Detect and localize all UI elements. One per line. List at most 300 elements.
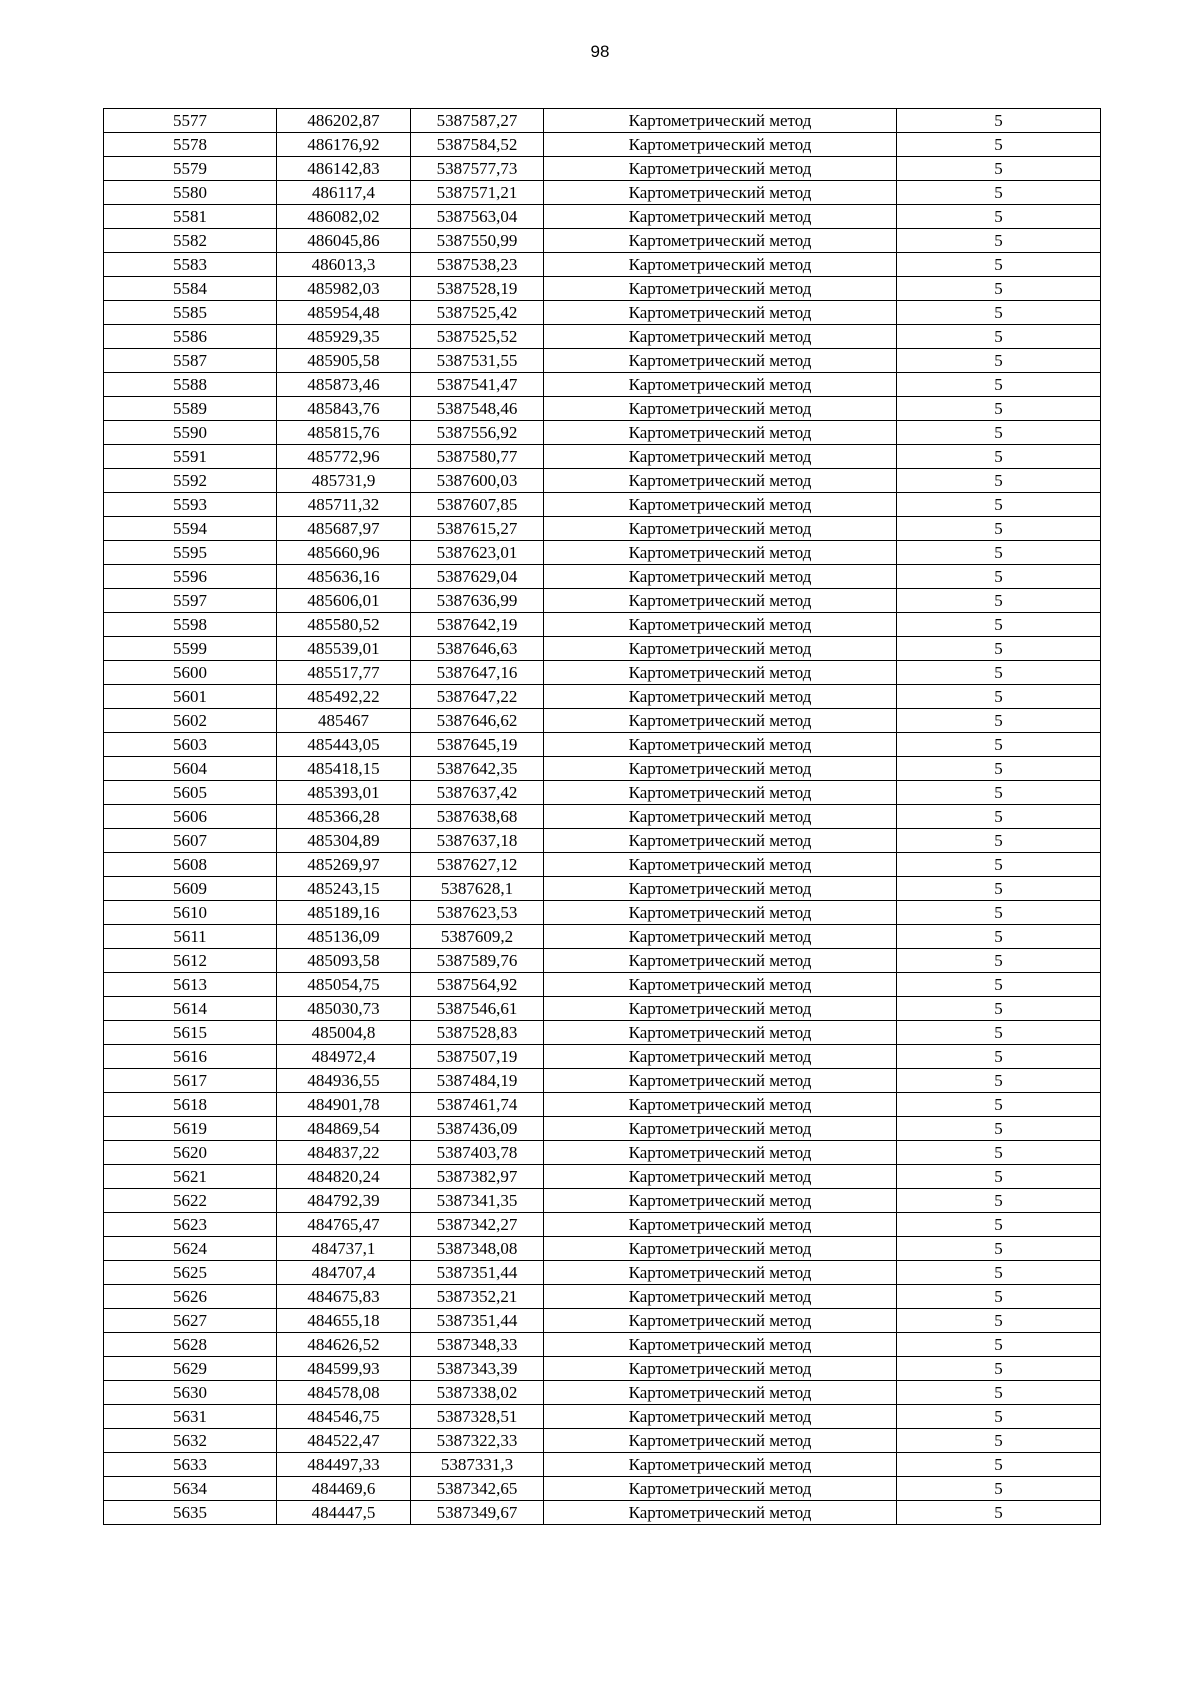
y-coordinate-cell: 5387645,19 <box>411 733 544 757</box>
table-row <box>104 229 1101 253</box>
accuracy-cell: 5 <box>897 1333 1101 1357</box>
point-number-cell: 5593 <box>104 493 277 517</box>
page-number: 98 <box>590 42 610 61</box>
y-coordinate-cell: 5387461,74 <box>411 1093 544 1117</box>
accuracy-cell: 5 <box>897 1309 1101 1333</box>
x-coordinate-cell: 484869,54 <box>277 1117 411 1141</box>
method-cell: Картометрический метод <box>544 541 897 565</box>
table-row <box>104 445 1101 469</box>
method-cell: Картометрический метод <box>544 733 897 757</box>
point-number-cell: 5612 <box>104 949 277 973</box>
point-number-cell: 5610 <box>104 901 277 925</box>
table-row <box>104 1069 1101 1093</box>
accuracy-cell: 5 <box>897 685 1101 709</box>
x-coordinate-cell: 485711,32 <box>277 493 411 517</box>
x-coordinate-cell: 485136,09 <box>277 925 411 949</box>
x-coordinate-cell: 485731,9 <box>277 469 411 493</box>
y-coordinate-cell: 5387627,12 <box>411 853 544 877</box>
y-coordinate-cell: 5387577,73 <box>411 157 544 181</box>
method-cell: Картометрический метод <box>544 853 897 877</box>
table-row <box>104 1333 1101 1357</box>
table-row <box>104 349 1101 373</box>
table-row <box>104 685 1101 709</box>
method-cell: Картометрический метод <box>544 973 897 997</box>
y-coordinate-cell: 5387507,19 <box>411 1045 544 1069</box>
point-number-cell: 5601 <box>104 685 277 709</box>
table-row <box>104 1165 1101 1189</box>
accuracy-cell: 5 <box>897 133 1101 157</box>
y-coordinate-cell: 5387646,62 <box>411 709 544 733</box>
table-row <box>104 781 1101 805</box>
accuracy-cell: 5 <box>897 1357 1101 1381</box>
point-number-cell: 5630 <box>104 1381 277 1405</box>
x-coordinate-cell: 485636,16 <box>277 565 411 589</box>
point-number-cell: 5586 <box>104 325 277 349</box>
accuracy-cell: 5 <box>897 805 1101 829</box>
method-cell: Картометрический метод <box>544 1141 897 1165</box>
x-coordinate-cell: 485189,16 <box>277 901 411 925</box>
accuracy-cell: 5 <box>897 733 1101 757</box>
method-cell: Картометрический метод <box>544 181 897 205</box>
x-coordinate-cell: 485539,01 <box>277 637 411 661</box>
method-cell: Картометрический метод <box>544 397 897 421</box>
method-cell: Картометрический метод <box>544 205 897 229</box>
method-cell: Картометрический метод <box>544 373 897 397</box>
point-number-cell: 5629 <box>104 1357 277 1381</box>
x-coordinate-cell: 484522,47 <box>277 1429 411 1453</box>
y-coordinate-cell: 5387343,39 <box>411 1357 544 1381</box>
y-coordinate-cell: 5387351,44 <box>411 1309 544 1333</box>
accuracy-cell: 5 <box>897 1501 1101 1525</box>
table-row <box>104 1405 1101 1429</box>
method-cell: Картометрический метод <box>544 1357 897 1381</box>
accuracy-cell: 5 <box>897 157 1101 181</box>
method-cell: Картометрический метод <box>544 1381 897 1405</box>
accuracy-cell: 5 <box>897 325 1101 349</box>
table-row <box>104 973 1101 997</box>
point-number-cell: 5627 <box>104 1309 277 1333</box>
point-number-cell: 5596 <box>104 565 277 589</box>
point-number-cell: 5591 <box>104 445 277 469</box>
x-coordinate-cell: 486142,83 <box>277 157 411 181</box>
table-row <box>104 181 1101 205</box>
accuracy-cell: 5 <box>897 277 1101 301</box>
x-coordinate-cell: 485467 <box>277 709 411 733</box>
accuracy-cell: 5 <box>897 1189 1101 1213</box>
y-coordinate-cell: 5387550,99 <box>411 229 544 253</box>
x-coordinate-cell: 485269,97 <box>277 853 411 877</box>
table-row <box>104 637 1101 661</box>
y-coordinate-cell: 5387556,92 <box>411 421 544 445</box>
point-number-cell: 5598 <box>104 613 277 637</box>
x-coordinate-cell: 486082,02 <box>277 205 411 229</box>
y-coordinate-cell: 5387609,2 <box>411 925 544 949</box>
method-cell: Картометрический метод <box>544 1477 897 1501</box>
method-cell: Картометрический метод <box>544 1021 897 1045</box>
method-cell: Картометрический метод <box>544 829 897 853</box>
x-coordinate-cell: 486045,86 <box>277 229 411 253</box>
method-cell: Картометрический метод <box>544 1333 897 1357</box>
x-coordinate-cell: 484447,5 <box>277 1501 411 1525</box>
table-row <box>104 901 1101 925</box>
point-number-cell: 5582 <box>104 229 277 253</box>
point-number-cell: 5611 <box>104 925 277 949</box>
accuracy-cell: 5 <box>897 517 1101 541</box>
x-coordinate-cell: 485243,15 <box>277 877 411 901</box>
y-coordinate-cell: 5387382,97 <box>411 1165 544 1189</box>
x-coordinate-cell: 484469,6 <box>277 1477 411 1501</box>
method-cell: Картометрический метод <box>544 565 897 589</box>
method-cell: Картометрический метод <box>544 253 897 277</box>
table-row <box>104 1213 1101 1237</box>
table-row <box>104 853 1101 877</box>
point-number-cell: 5606 <box>104 805 277 829</box>
accuracy-cell: 5 <box>897 949 1101 973</box>
x-coordinate-cell: 485815,76 <box>277 421 411 445</box>
accuracy-cell: 5 <box>897 397 1101 421</box>
accuracy-cell: 5 <box>897 469 1101 493</box>
table-row <box>104 1429 1101 1453</box>
y-coordinate-cell: 5387637,42 <box>411 781 544 805</box>
y-coordinate-cell: 5387348,08 <box>411 1237 544 1261</box>
y-coordinate-cell: 5387637,18 <box>411 829 544 853</box>
method-cell: Картометрический метод <box>544 421 897 445</box>
accuracy-cell: 5 <box>897 109 1101 133</box>
point-number-cell: 5588 <box>104 373 277 397</box>
y-coordinate-cell: 5387342,65 <box>411 1477 544 1501</box>
accuracy-cell: 5 <box>897 349 1101 373</box>
y-coordinate-cell: 5387642,19 <box>411 613 544 637</box>
point-number-cell: 5608 <box>104 853 277 877</box>
table-row <box>104 1501 1101 1525</box>
y-coordinate-cell: 5387563,04 <box>411 205 544 229</box>
x-coordinate-cell: 484936,55 <box>277 1069 411 1093</box>
point-number-cell: 5602 <box>104 709 277 733</box>
x-coordinate-cell: 485580,52 <box>277 613 411 637</box>
y-coordinate-cell: 5387636,99 <box>411 589 544 613</box>
x-coordinate-cell: 485873,46 <box>277 373 411 397</box>
method-cell: Картометрический метод <box>544 661 897 685</box>
point-number-cell: 5609 <box>104 877 277 901</box>
point-number-cell: 5618 <box>104 1093 277 1117</box>
table-row <box>104 1357 1101 1381</box>
method-cell: Картометрический метод <box>544 1501 897 1525</box>
method-cell: Картометрический метод <box>544 517 897 541</box>
x-coordinate-cell: 484497,33 <box>277 1453 411 1477</box>
point-number-cell: 5583 <box>104 253 277 277</box>
method-cell: Картометрический метод <box>544 445 897 469</box>
y-coordinate-cell: 5387638,68 <box>411 805 544 829</box>
method-cell: Картометрический метод <box>544 301 897 325</box>
method-cell: Картометрический метод <box>544 805 897 829</box>
y-coordinate-cell: 5387349,67 <box>411 1501 544 1525</box>
y-coordinate-cell: 5387528,19 <box>411 277 544 301</box>
table-row <box>104 301 1101 325</box>
x-coordinate-cell: 484837,22 <box>277 1141 411 1165</box>
method-cell: Картометрический метод <box>544 1285 897 1309</box>
y-coordinate-cell: 5387322,33 <box>411 1429 544 1453</box>
table-row <box>104 373 1101 397</box>
table-row <box>104 517 1101 541</box>
y-coordinate-cell: 5387484,19 <box>411 1069 544 1093</box>
method-cell: Картометрический метод <box>544 469 897 493</box>
x-coordinate-cell: 485606,01 <box>277 589 411 613</box>
x-coordinate-cell: 485687,97 <box>277 517 411 541</box>
method-cell: Картометрический метод <box>544 1189 897 1213</box>
point-number-cell: 5617 <box>104 1069 277 1093</box>
y-coordinate-cell: 5387436,09 <box>411 1117 544 1141</box>
method-cell: Картометрический метод <box>544 229 897 253</box>
x-coordinate-cell: 484599,93 <box>277 1357 411 1381</box>
y-coordinate-cell: 5387342,27 <box>411 1213 544 1237</box>
point-number-cell: 5577 <box>104 109 277 133</box>
table-row <box>104 1261 1101 1285</box>
accuracy-cell: 5 <box>897 1117 1101 1141</box>
y-coordinate-cell: 5387646,63 <box>411 637 544 661</box>
accuracy-cell: 5 <box>897 205 1101 229</box>
method-cell: Картометрический метод <box>544 781 897 805</box>
accuracy-cell: 5 <box>897 1453 1101 1477</box>
method-cell: Картометрический метод <box>544 637 897 661</box>
accuracy-cell: 5 <box>897 1141 1101 1165</box>
y-coordinate-cell: 5387647,16 <box>411 661 544 685</box>
x-coordinate-cell: 484707,4 <box>277 1261 411 1285</box>
table-row <box>104 589 1101 613</box>
method-cell: Картометрический метод <box>544 109 897 133</box>
accuracy-cell: 5 <box>897 1429 1101 1453</box>
table-row <box>104 277 1101 301</box>
point-number-cell: 5626 <box>104 1285 277 1309</box>
y-coordinate-cell: 5387331,3 <box>411 1453 544 1477</box>
method-cell: Картометрический метод <box>544 133 897 157</box>
point-number-cell: 5616 <box>104 1045 277 1069</box>
method-cell: Картометрический метод <box>544 901 897 925</box>
y-coordinate-cell: 5387580,77 <box>411 445 544 469</box>
point-number-cell: 5613 <box>104 973 277 997</box>
method-cell: Картометрический метод <box>544 1165 897 1189</box>
point-number-cell: 5599 <box>104 637 277 661</box>
point-number-cell: 5619 <box>104 1117 277 1141</box>
table-row <box>104 205 1101 229</box>
point-number-cell: 5635 <box>104 1501 277 1525</box>
x-coordinate-cell: 485905,58 <box>277 349 411 373</box>
table-row <box>104 661 1101 685</box>
table-row <box>104 1309 1101 1333</box>
x-coordinate-cell: 485304,89 <box>277 829 411 853</box>
table-row <box>104 1477 1101 1501</box>
table-row <box>104 325 1101 349</box>
point-number-cell: 5625 <box>104 1261 277 1285</box>
table-row <box>104 1093 1101 1117</box>
point-number-cell: 5592 <box>104 469 277 493</box>
method-cell: Картометрический метод <box>544 349 897 373</box>
y-coordinate-cell: 5387348,33 <box>411 1333 544 1357</box>
method-cell: Картометрический метод <box>544 589 897 613</box>
accuracy-cell: 5 <box>897 1213 1101 1237</box>
accuracy-cell: 5 <box>897 709 1101 733</box>
point-number-cell: 5624 <box>104 1237 277 1261</box>
method-cell: Картометрический метод <box>544 325 897 349</box>
method-cell: Картометрический метод <box>544 1117 897 1141</box>
method-cell: Картометрический метод <box>544 925 897 949</box>
accuracy-cell: 5 <box>897 997 1101 1021</box>
accuracy-cell: 5 <box>897 661 1101 685</box>
table-row <box>104 469 1101 493</box>
method-cell: Картометрический метод <box>544 1309 897 1333</box>
y-coordinate-cell: 5387589,76 <box>411 949 544 973</box>
point-number-cell: 5597 <box>104 589 277 613</box>
x-coordinate-cell: 484972,4 <box>277 1045 411 1069</box>
table-row <box>104 805 1101 829</box>
accuracy-cell: 5 <box>897 1405 1101 1429</box>
accuracy-cell: 5 <box>897 973 1101 997</box>
x-coordinate-cell: 485843,76 <box>277 397 411 421</box>
accuracy-cell: 5 <box>897 925 1101 949</box>
x-coordinate-cell: 485004,8 <box>277 1021 411 1045</box>
table-row <box>104 157 1101 181</box>
y-coordinate-cell: 5387525,52 <box>411 325 544 349</box>
method-cell: Картометрический метод <box>544 1405 897 1429</box>
accuracy-cell: 5 <box>897 1381 1101 1405</box>
accuracy-cell: 5 <box>897 181 1101 205</box>
x-coordinate-cell: 485954,48 <box>277 301 411 325</box>
accuracy-cell: 5 <box>897 1477 1101 1501</box>
point-number-cell: 5615 <box>104 1021 277 1045</box>
method-cell: Картометрический метод <box>544 877 897 901</box>
table-row <box>104 493 1101 517</box>
point-number-cell: 5581 <box>104 205 277 229</box>
method-cell: Картометрический метод <box>544 493 897 517</box>
table-row <box>104 949 1101 973</box>
point-number-cell: 5595 <box>104 541 277 565</box>
point-number-cell: 5594 <box>104 517 277 541</box>
x-coordinate-cell: 485418,15 <box>277 757 411 781</box>
y-coordinate-cell: 5387564,92 <box>411 973 544 997</box>
x-coordinate-cell: 485443,05 <box>277 733 411 757</box>
x-coordinate-cell: 485517,77 <box>277 661 411 685</box>
coordinates-table <box>103 108 1101 1525</box>
point-number-cell: 5590 <box>104 421 277 445</box>
x-coordinate-cell: 485054,75 <box>277 973 411 997</box>
y-coordinate-cell: 5387647,22 <box>411 685 544 709</box>
method-cell: Картометрический метод <box>544 1237 897 1261</box>
accuracy-cell: 5 <box>897 229 1101 253</box>
x-coordinate-cell: 484792,39 <box>277 1189 411 1213</box>
y-coordinate-cell: 5387642,35 <box>411 757 544 781</box>
y-coordinate-cell: 5387615,27 <box>411 517 544 541</box>
method-cell: Картометрический метод <box>544 685 897 709</box>
x-coordinate-cell: 485772,96 <box>277 445 411 469</box>
method-cell: Картометрический метод <box>544 949 897 973</box>
y-coordinate-cell: 5387531,55 <box>411 349 544 373</box>
method-cell: Картометрический метод <box>544 613 897 637</box>
point-number-cell: 5604 <box>104 757 277 781</box>
y-coordinate-cell: 5387528,83 <box>411 1021 544 1045</box>
method-cell: Картометрический метод <box>544 1453 897 1477</box>
accuracy-cell: 5 <box>897 253 1101 277</box>
accuracy-cell: 5 <box>897 853 1101 877</box>
y-coordinate-cell: 5387587,27 <box>411 109 544 133</box>
accuracy-cell: 5 <box>897 445 1101 469</box>
y-coordinate-cell: 5387600,03 <box>411 469 544 493</box>
point-number-cell: 5580 <box>104 181 277 205</box>
accuracy-cell: 5 <box>897 493 1101 517</box>
accuracy-cell: 5 <box>897 1069 1101 1093</box>
table-row <box>104 733 1101 757</box>
method-cell: Картометрический метод <box>544 1261 897 1285</box>
method-cell: Картометрический метод <box>544 1045 897 1069</box>
table-row <box>104 397 1101 421</box>
x-coordinate-cell: 485492,22 <box>277 685 411 709</box>
table-row <box>104 1117 1101 1141</box>
y-coordinate-cell: 5387623,53 <box>411 901 544 925</box>
table-row <box>104 565 1101 589</box>
x-coordinate-cell: 484626,52 <box>277 1333 411 1357</box>
x-coordinate-cell: 484655,18 <box>277 1309 411 1333</box>
point-number-cell: 5633 <box>104 1453 277 1477</box>
accuracy-cell: 5 <box>897 1021 1101 1045</box>
table-row <box>104 1453 1101 1477</box>
accuracy-cell: 5 <box>897 637 1101 661</box>
point-number-cell: 5628 <box>104 1333 277 1357</box>
x-coordinate-cell: 485660,96 <box>277 541 411 565</box>
x-coordinate-cell: 484901,78 <box>277 1093 411 1117</box>
accuracy-cell: 5 <box>897 421 1101 445</box>
method-cell: Картометрический метод <box>544 997 897 1021</box>
x-coordinate-cell: 486013,3 <box>277 253 411 277</box>
y-coordinate-cell: 5387584,52 <box>411 133 544 157</box>
point-number-cell: 5600 <box>104 661 277 685</box>
x-coordinate-cell: 485030,73 <box>277 997 411 1021</box>
y-coordinate-cell: 5387623,01 <box>411 541 544 565</box>
y-coordinate-cell: 5387338,02 <box>411 1381 544 1405</box>
table-row <box>104 757 1101 781</box>
x-coordinate-cell: 485366,28 <box>277 805 411 829</box>
table-row <box>104 421 1101 445</box>
point-number-cell: 5634 <box>104 1477 277 1501</box>
accuracy-cell: 5 <box>897 589 1101 613</box>
method-cell: Картометрический метод <box>544 1093 897 1117</box>
point-number-cell: 5622 <box>104 1189 277 1213</box>
accuracy-cell: 5 <box>897 1045 1101 1069</box>
point-number-cell: 5631 <box>104 1405 277 1429</box>
accuracy-cell: 5 <box>897 373 1101 397</box>
accuracy-cell: 5 <box>897 829 1101 853</box>
table-row <box>104 925 1101 949</box>
table-row <box>104 253 1101 277</box>
accuracy-cell: 5 <box>897 301 1101 325</box>
x-coordinate-cell: 486176,92 <box>277 133 411 157</box>
point-number-cell: 5603 <box>104 733 277 757</box>
y-coordinate-cell: 5387607,85 <box>411 493 544 517</box>
table-row <box>104 877 1101 901</box>
point-number-cell: 5578 <box>104 133 277 157</box>
point-number-cell: 5620 <box>104 1141 277 1165</box>
x-coordinate-cell: 484578,08 <box>277 1381 411 1405</box>
y-coordinate-cell: 5387352,21 <box>411 1285 544 1309</box>
method-cell: Картометрический метод <box>544 1213 897 1237</box>
point-number-cell: 5585 <box>104 301 277 325</box>
y-coordinate-cell: 5387548,46 <box>411 397 544 421</box>
y-coordinate-cell: 5387571,21 <box>411 181 544 205</box>
point-number-cell: 5605 <box>104 781 277 805</box>
method-cell: Картометрический метод <box>544 1069 897 1093</box>
y-coordinate-cell: 5387328,51 <box>411 1405 544 1429</box>
y-coordinate-cell: 5387351,44 <box>411 1261 544 1285</box>
table-row <box>104 709 1101 733</box>
accuracy-cell: 5 <box>897 1093 1101 1117</box>
x-coordinate-cell: 484675,83 <box>277 1285 411 1309</box>
